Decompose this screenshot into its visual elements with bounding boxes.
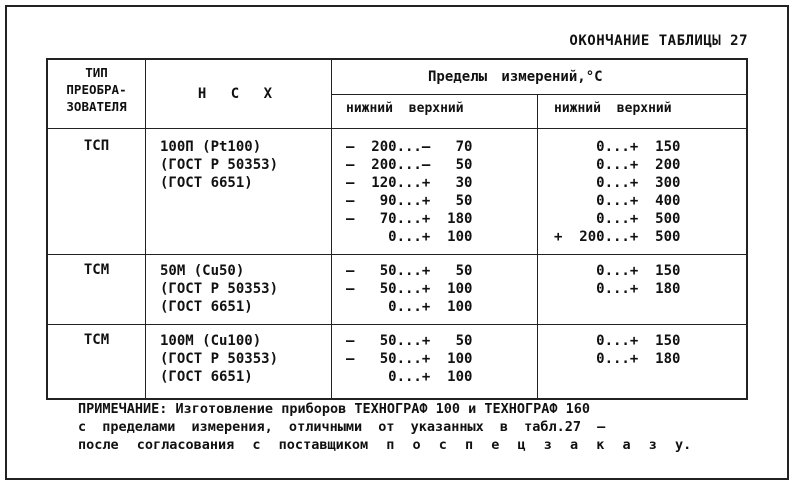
row-range-1: – 50...+ 50 – 50...+ 100 0...+ 100: [346, 333, 473, 385]
header-nsx: Н С Х: [197, 86, 281, 102]
measurement-limits-table: [46, 58, 748, 400]
row-range-2: 0...+ 150 0...+ 180: [596, 333, 681, 367]
note-line-3: после согласования с поставщиком п о с п е ц з а к а з у.: [78, 437, 692, 453]
row-divider-2: [48, 324, 746, 325]
row-range-2: 0...+ 150 0...+ 180: [596, 263, 681, 297]
row-type: ТСП: [83, 138, 110, 154]
row-divider-1: [48, 254, 746, 255]
header-sub-left: нижний верхний: [346, 101, 464, 116]
header-type-line: ЗОВАТЕЛЯ: [66, 99, 127, 114]
row-range-1: – 50...+ 50 – 50...+ 100 0...+ 100: [346, 263, 473, 315]
header-type-line: ПРЕОБРА-: [66, 82, 127, 97]
header-limits: Пределы измерений,°С: [428, 69, 603, 85]
header-type-line: ТИП: [85, 65, 108, 80]
header-bottom-line: [48, 128, 746, 129]
table-note: [78, 400, 738, 454]
row-range-1: – 200...– 70 – 200...– 50 – 120...+ 30 – 90...+ 50 – 70...+ 180 0...+ 100: [346, 139, 473, 245]
col-divider-nsx: [331, 60, 332, 398]
col-divider-type: [145, 60, 146, 398]
row-range-2: 0...+ 150 0...+ 200 0...+ 300 0...+ 400 0...+ 500 + 200...+ 500: [554, 139, 681, 245]
header-type: [48, 64, 145, 115]
col-divider-ranges: [537, 94, 538, 398]
row-type: ТСМ: [83, 332, 110, 348]
row-nsx: 100П (Pt100) (ГОСТ Р 50353) (ГОСТ 6651): [160, 139, 279, 191]
table-caption: ОКОНЧАНИЕ ТАБЛИЦЫ 27: [569, 33, 748, 49]
row-nsx: 100М (Cu100) (ГОСТ Р 50353) (ГОСТ 6651): [160, 333, 279, 385]
row-type: ТСМ: [83, 262, 110, 278]
header-sub-right: нижний верхний: [554, 101, 672, 116]
row-nsx: 50М (Cu50) (ГОСТ Р 50353) (ГОСТ 6651): [160, 263, 279, 315]
header-split-line: [331, 94, 746, 95]
note-line-1: ПРИМЕЧАНИЕ: Изготовление приборов ТЕХНОГРАФ 100 и ТЕХНОГРАФ 160: [78, 401, 591, 417]
note-line-2: с пределами измерения, отличными от указанных в табл.27 –: [78, 419, 606, 435]
